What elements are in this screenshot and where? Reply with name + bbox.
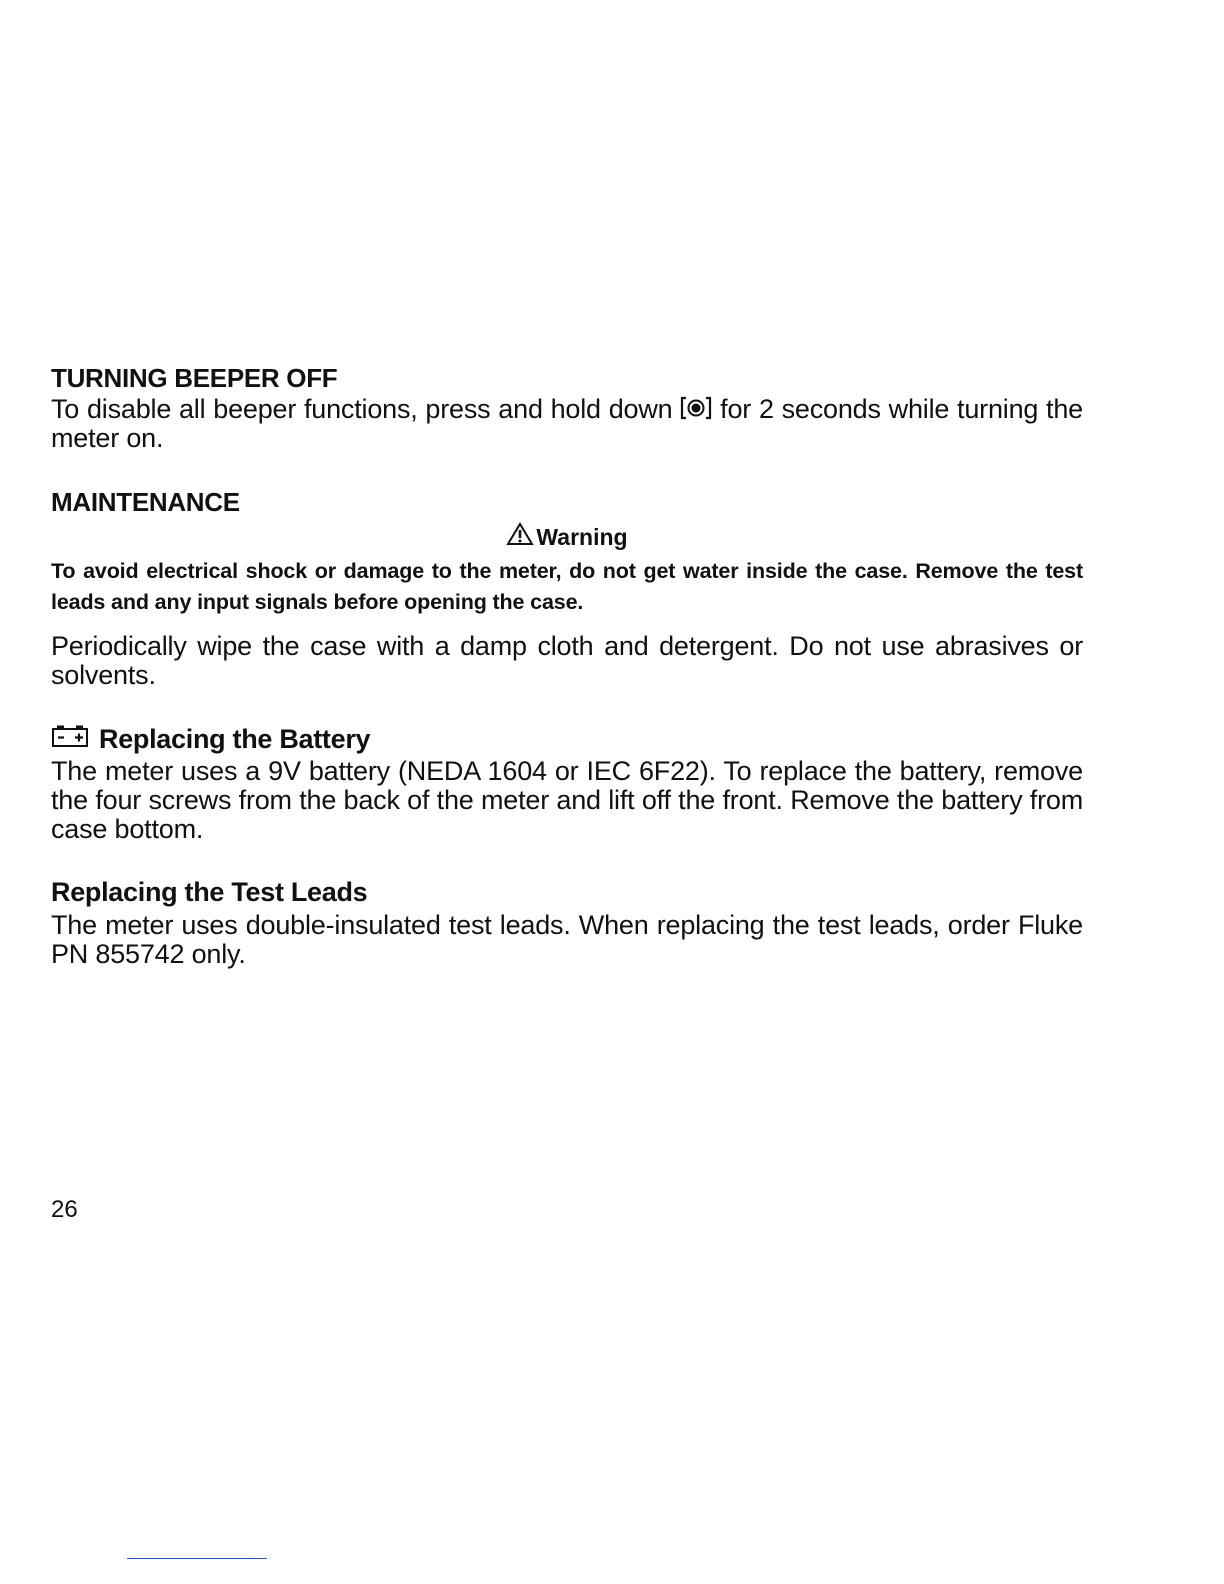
- warning-text: To avoid electrical shock or damage to the meter, do not get water inside the case. Remove the test leads and any input signals before opening the case.: [51, 559, 1083, 614]
- manual-page: [51, 0, 1083, 1584]
- beeper-button-icon: [680, 396, 712, 420]
- beeper-paragraph: [51, 395, 1083, 453]
- beeper-text-before: To disable all beeper functions, press and hold down: [51, 394, 681, 424]
- battery-heading-text: Replacing the Battery: [99, 724, 371, 754]
- page-number: 26: [51, 1196, 78, 1223]
- battery-heading: [51, 724, 1083, 754]
- warning-triangle-icon: [506, 522, 534, 551]
- battery-icon: [51, 724, 89, 754]
- leads-paragraph: The meter uses double-insulated test leads. When replacing the test leads, order Fluke PN 855742 only.: [51, 910, 1083, 969]
- beeper-heading: TURNING BEEPER OFF: [51, 363, 338, 393]
- battery-paragraph: The meter uses a 9V battery (NEDA 1604 or IEC 6F22). To replace the battery, remove the four screws from the back of the meter and lift off the front. Remove the battery from case bottom.: [51, 756, 1083, 844]
- leads-heading: [51, 877, 1083, 907]
- footer-rule: [127, 1558, 267, 1559]
- warning-title-text: Warning: [536, 523, 628, 550]
- beeper-text-after: for 2 seconds while turning the meter on.: [51, 394, 1083, 453]
- leads-heading-text: Replacing the Test Leads: [51, 877, 368, 907]
- warning-title: [51, 522, 1083, 551]
- maintenance-heading: MAINTENANCE: [51, 487, 240, 517]
- maintenance-paragraph: Periodically wipe the case with a damp cloth and detergent. Do not use abrasives or solvents.: [51, 631, 1083, 690]
